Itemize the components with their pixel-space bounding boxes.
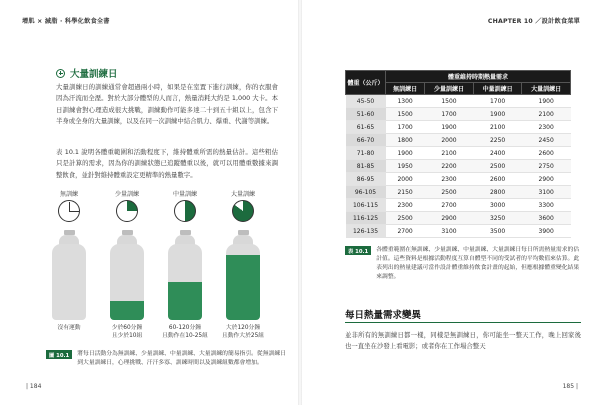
page-number-left: | 184 — [26, 383, 42, 390]
table-cell: 1500 — [386, 108, 425, 121]
clock-icon — [116, 200, 138, 222]
table-row — [346, 212, 571, 225]
table-cell: 2300 — [425, 173, 474, 186]
table-cell: 2000 — [386, 173, 425, 186]
table-cell-weight: 51-60 — [346, 108, 386, 121]
table-cell: 2250 — [473, 134, 522, 147]
table-cell: 2300 — [386, 199, 425, 212]
table-cell: 2000 — [425, 134, 474, 147]
table-row — [346, 95, 571, 108]
water-bottle — [166, 230, 204, 320]
table-cell: 3100 — [425, 225, 474, 238]
table-row — [346, 173, 571, 186]
table-row — [346, 199, 571, 212]
figure-labels — [44, 189, 284, 199]
table-cell: 1900 — [473, 108, 522, 121]
running-head-right: CHAPTER 10 ／設計飲食菜單 — [487, 18, 580, 25]
table-cell: 1950 — [386, 160, 425, 173]
figure-note-tag: 圖 10.1 — [46, 350, 72, 359]
table-body — [346, 95, 571, 238]
table-cell-weight: 71-80 — [346, 147, 386, 160]
left-paragraph-2: 表 10.1 說明各體重範圍和活動程度下，維持體重所需的熱量估計。這些粗估只是計算的需求，因為你的訓練狀態已追蹤體重以後，就可以用體重數據來調整飲食，並針對維持體重設定更精準的熱量數字。 — [56, 148, 278, 179]
figure-label: 大量訓練 — [230, 191, 255, 198]
figure-note-text: 將每日活動分為無訓練、少量訓練、中量訓練、大量訓練的簡易指引。從無訓練日到大量訓練日，心理挑戰、汗汗多寡、訓練時間以及訓練組數都會增加。 — [77, 351, 286, 366]
table-column-header: 無訓練日 — [386, 83, 425, 95]
table-cell-weight: 45-50 — [346, 95, 386, 108]
figure-label: 少量訓練 — [114, 191, 139, 198]
table-cell: 2100 — [522, 108, 571, 121]
table-row — [346, 121, 571, 134]
water-bottle — [50, 230, 88, 320]
table-cell: 1700 — [386, 121, 425, 134]
table-cell: 2150 — [386, 186, 425, 199]
table-column-header: 大量訓練日 — [522, 83, 571, 95]
table-row — [346, 147, 571, 160]
table-cell: 2700 — [386, 225, 425, 238]
water-bottle — [108, 230, 146, 320]
table-cell: 1900 — [425, 121, 474, 134]
table-cell: 3500 — [473, 225, 522, 238]
table-header-group: 體重維持時期熱量需求 — [386, 71, 571, 83]
table-cell: 3600 — [522, 212, 571, 225]
figure-label: 無訓練 — [59, 191, 78, 198]
table-cell: 2100 — [473, 121, 522, 134]
table-cell: 2200 — [425, 160, 474, 173]
water-bottle — [224, 230, 262, 320]
table-cell: 2500 — [386, 212, 425, 225]
table-cell: 2400 — [473, 147, 522, 160]
table-cell: 2600 — [473, 173, 522, 186]
bottle-caption: 少於60分鐘 且少於10組 — [111, 325, 143, 339]
table-cell: 2300 — [522, 121, 571, 134]
table-cell: 1900 — [386, 147, 425, 160]
table-cell: 1500 — [425, 95, 474, 108]
table-row — [346, 186, 571, 199]
page-number-right: 185 | — [562, 383, 578, 390]
calorie-table — [345, 70, 571, 238]
table-cell: 2100 — [425, 147, 474, 160]
table-cell: 2450 — [522, 134, 571, 147]
table-row — [346, 160, 571, 173]
running-head-left: 增肌 × 減脂 · 科學化飲食全書 — [22, 18, 110, 25]
right-paragraph-1: 並非所有的無訓練日都一樣，同樣是無訓練日，你可能坐一整天工作，晚上回家後也一直坐在沙發上看電影；或者你在工作場合整天 — [345, 331, 581, 351]
clock-icon — [174, 200, 196, 222]
left-paragraph-1: 大量訓練日的訓練通常會超過兩小時，如果是在室置下進行訓練，你的衣服會因為汗流而全溼。對於大部分體型的人而言，熱量消耗大約是 1,000 大卡。本日訓練會對心理造成很大挑戰，訓練動作可能多達二十到五十組以上，包含下半身或全身的大量訓練，以及在同一次訓練中結合肌力、爆重、代謝等訓練。 — [56, 83, 278, 126]
table-cell: 2500 — [425, 186, 474, 199]
table-cell-weight: 126-135 — [346, 225, 386, 238]
table-column-header: 中量訓練日 — [473, 83, 522, 95]
table-cell: 2600 — [522, 147, 571, 160]
clock-icon — [232, 200, 254, 222]
table-cell-weight: 86-95 — [346, 173, 386, 186]
bottle-caption: 大於120分鐘 且動作大於25組 — [221, 325, 265, 339]
table-cell: 3900 — [522, 225, 571, 238]
bottle-caption: 60-120分鐘 且動作在10-25組 — [162, 325, 208, 339]
table-cell-weight: 61-65 — [346, 121, 386, 134]
table-cell: 2750 — [522, 160, 571, 173]
subsection-rule — [345, 322, 581, 323]
table-row — [346, 225, 571, 238]
table-cell: 1900 — [522, 95, 571, 108]
figure-note — [46, 350, 286, 368]
table-cell: 2800 — [473, 186, 522, 199]
section-title — [56, 66, 118, 80]
table-cell: 1800 — [386, 134, 425, 147]
plus-circle-icon — [56, 69, 65, 78]
table-cell-weight: 66-70 — [346, 134, 386, 147]
table-cell: 3300 — [522, 199, 571, 212]
figure-label: 中量訓練 — [172, 191, 197, 198]
table-cell-weight: 81-85 — [346, 160, 386, 173]
table-cell: 1300 — [386, 95, 425, 108]
table-cell: 2500 — [473, 160, 522, 173]
clock-icon — [58, 200, 80, 222]
table-cell-weight: 116-125 — [346, 212, 386, 225]
section-title-text: 大量訓練日 — [70, 69, 118, 80]
table-column-header: 少量訓練日 — [425, 83, 474, 95]
table-cell: 3100 — [522, 186, 571, 199]
table-cell: 1700 — [425, 108, 474, 121]
table-cell: 1700 — [473, 95, 522, 108]
table-row — [346, 134, 571, 147]
table-cell: 2900 — [425, 212, 474, 225]
subsection-title: 每日熱量需求變異 — [345, 310, 422, 321]
table-cell-weight: 96-105 — [346, 186, 386, 199]
table-cell-weight: 106-115 — [346, 199, 386, 212]
table-note-text: 各體重範圍在無訓練、少量訓練、中量訓練、大量訓練日每日所需熱量需求的估計值。這些資料是根據活動程度互算自體型不同的受試者的平均數值來估算。此表列出的熱量建議可當作設計體重維持飲食計畫的起始，但應根據體重變化結果來調整。 — [376, 247, 580, 280]
table-note-tag: 表 10.1 — [345, 246, 371, 255]
bottle-caption: 沒有運動 — [57, 325, 81, 331]
table-cell: 3250 — [473, 212, 522, 225]
table-cell: 3000 — [473, 199, 522, 212]
table-cell: 2700 — [425, 199, 474, 212]
table-row — [346, 108, 571, 121]
table-header-weight: 體重（公斤） — [346, 71, 386, 95]
table-note — [345, 246, 581, 282]
table-cell: 2900 — [522, 173, 571, 186]
